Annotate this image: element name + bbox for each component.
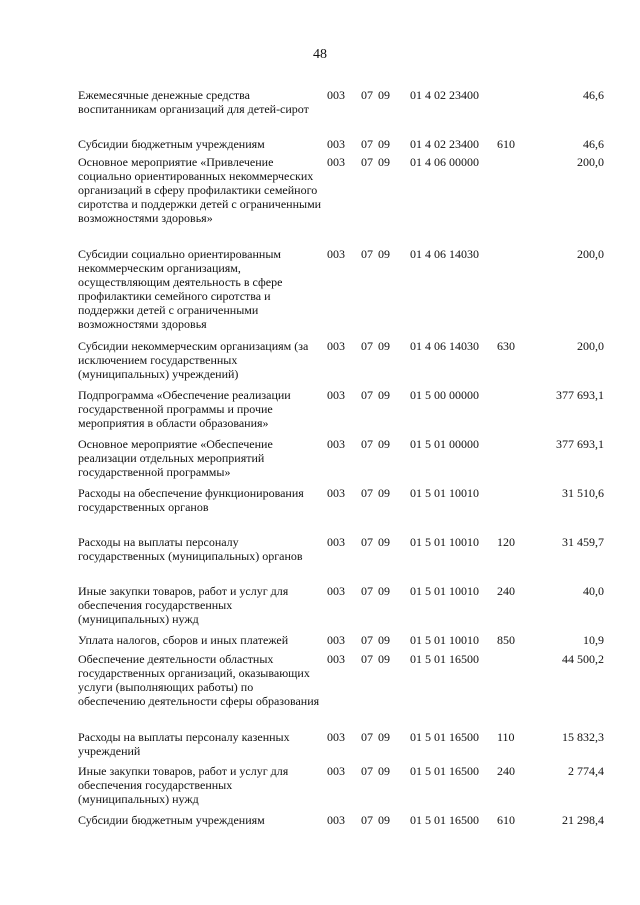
table-row	[0, 764, 640, 813]
row-sum: 31 459,7	[562, 535, 604, 549]
row-csr: 01 4 02 23400	[410, 137, 479, 151]
budget-table	[0, 88, 640, 831]
row-rz: 07	[361, 764, 373, 778]
row-sum: 200,0	[577, 247, 604, 261]
row-ved: 003	[327, 155, 345, 169]
row-csr: 01 4 06 00000	[410, 155, 479, 169]
row-pr: 09	[378, 633, 390, 647]
row-csr: 01 5 01 10010	[410, 486, 479, 500]
row-sum: 46,6	[583, 88, 604, 102]
row-pr: 09	[378, 813, 390, 827]
row-name: Расходы на выплаты персоналу государственных (муниципальных) органов	[78, 535, 303, 563]
row-name: Иные закупки товаров, работ и услуг для обеспечения государственных (муниципальных) нужд	[78, 764, 289, 806]
row-rz: 07	[361, 155, 373, 169]
row-name: Расходы на выплаты персоналу казенных учреждений	[78, 730, 290, 758]
table-row	[0, 584, 640, 633]
row-sum: 46,6	[583, 137, 604, 151]
row-vr: 120	[497, 535, 515, 549]
row-name: Субсидии некоммерческим организациям (за исключением государственных (муниципальных) учреждений)	[78, 339, 309, 381]
row-csr: 01 5 01 10010	[410, 584, 479, 598]
row-csr: 01 5 01 16500	[410, 764, 479, 778]
row-name: Обеспечение деятельности областных государственных организаций, оказывающих услуги (выполняющих работы) по обеспечению деятельности сферы образования	[78, 652, 320, 708]
row-ved: 003	[327, 730, 345, 744]
page-number: 48	[313, 47, 327, 62]
row-rz: 07	[361, 652, 373, 666]
row-csr: 01 5 01 10010	[410, 633, 479, 647]
row-sum: 2 774,4	[568, 764, 604, 778]
row-sum: 44 500,2	[562, 652, 604, 666]
table-row	[0, 813, 640, 831]
row-sum: 200,0	[577, 155, 604, 169]
row-pr: 09	[378, 155, 390, 169]
row-csr: 01 5 01 00000	[410, 437, 479, 451]
table-row	[0, 652, 640, 730]
row-csr: 01 4 06 14030	[410, 247, 479, 261]
table-row	[0, 730, 640, 764]
row-rz: 07	[361, 633, 373, 647]
row-ved: 003	[327, 137, 345, 151]
row-ved: 003	[327, 388, 345, 402]
row-vr: 610	[497, 137, 515, 151]
row-sum: 377 693,1	[556, 388, 604, 402]
row-name: Основное мероприятие «Обеспечение реализации отдельных мероприятий государственной программы»	[78, 437, 273, 479]
row-pr: 09	[378, 88, 390, 102]
row-csr: 01 4 06 14030	[410, 339, 479, 353]
row-ved: 003	[327, 764, 345, 778]
table-row	[0, 437, 640, 486]
row-rz: 07	[361, 88, 373, 102]
row-ved: 003	[327, 88, 345, 102]
row-csr: 01 5 01 16500	[410, 730, 479, 744]
row-name: Подпрограмма «Обеспечение реализации государственной программы и прочие мероприятия в области образования»	[78, 388, 291, 430]
row-csr: 01 5 00 00000	[410, 388, 479, 402]
row-rz: 07	[361, 437, 373, 451]
row-sum: 15 832,3	[562, 730, 604, 744]
row-rz: 07	[361, 486, 373, 500]
row-name: Субсидии социально ориентированным некоммерческим организациям, осуществляющим деятельность в сфере профилактики семейного сиротства и поддержки детей с ограниченными возможностями здоровья	[78, 247, 283, 331]
row-ved: 003	[327, 633, 345, 647]
table-row	[0, 88, 640, 137]
row-csr: 01 5 01 16500	[410, 813, 479, 827]
row-pr: 09	[378, 437, 390, 451]
row-csr: 01 5 01 10010	[410, 535, 479, 549]
table-row	[0, 633, 640, 652]
row-ved: 003	[327, 486, 345, 500]
row-rz: 07	[361, 535, 373, 549]
row-vr: 240	[497, 584, 515, 598]
row-name: Субсидии бюджетным учреждениям	[78, 137, 265, 151]
row-sum: 40,0	[583, 584, 604, 598]
row-rz: 07	[361, 813, 373, 827]
row-ved: 003	[327, 437, 345, 451]
row-pr: 09	[378, 652, 390, 666]
row-sum: 10,9	[583, 633, 604, 647]
row-sum: 31 510,6	[562, 486, 604, 500]
row-sum: 377 693,1	[556, 437, 604, 451]
row-ved: 003	[327, 339, 345, 353]
row-name: Уплата налогов, сборов и иных платежей	[78, 633, 289, 647]
table-row	[0, 388, 640, 437]
row-pr: 09	[378, 535, 390, 549]
row-pr: 09	[378, 388, 390, 402]
table-row	[0, 137, 640, 155]
row-ved: 003	[327, 652, 345, 666]
row-vr: 850	[497, 633, 515, 647]
row-name: Иные закупки товаров, работ и услуг для обеспечения государственных (муниципальных) нужд	[78, 584, 289, 626]
row-csr: 01 5 01 16500	[410, 652, 479, 666]
row-ved: 003	[327, 813, 345, 827]
row-pr: 09	[378, 486, 390, 500]
row-csr: 01 4 02 23400	[410, 88, 479, 102]
row-pr: 09	[378, 339, 390, 353]
table-row	[0, 535, 640, 584]
row-rz: 07	[361, 137, 373, 151]
row-vr: 630	[497, 339, 515, 353]
table-row	[0, 486, 640, 535]
row-ved: 003	[327, 584, 345, 598]
row-vr: 240	[497, 764, 515, 778]
row-name: Расходы на обеспечение функционирования государственных органов	[78, 486, 304, 514]
row-vr: 110	[497, 730, 515, 744]
row-name: Субсидии бюджетным учреждениям	[78, 813, 265, 827]
row-rz: 07	[361, 730, 373, 744]
row-sum: 21 298,4	[562, 813, 604, 827]
row-pr: 09	[378, 764, 390, 778]
row-vr: 610	[497, 813, 515, 827]
row-sum: 200,0	[577, 339, 604, 353]
row-name: Ежемесячные денежные средства воспитанникам организаций для детей-сирот	[78, 88, 309, 116]
table-row	[0, 339, 640, 388]
row-rz: 07	[361, 247, 373, 261]
row-rz: 07	[361, 388, 373, 402]
row-pr: 09	[378, 584, 390, 598]
row-pr: 09	[378, 247, 390, 261]
table-row	[0, 247, 640, 339]
row-name: Основное мероприятие «Привлечение социально ориентированных некоммерческих организаций в сферу профилактики семейного сиротства и поддержки детей с ограниченными возможностями здоровья»	[78, 155, 322, 225]
row-ved: 003	[327, 535, 345, 549]
row-pr: 09	[378, 137, 390, 151]
table-row	[0, 155, 640, 247]
row-pr: 09	[378, 730, 390, 744]
row-ved: 003	[327, 247, 345, 261]
row-rz: 07	[361, 339, 373, 353]
row-rz: 07	[361, 584, 373, 598]
